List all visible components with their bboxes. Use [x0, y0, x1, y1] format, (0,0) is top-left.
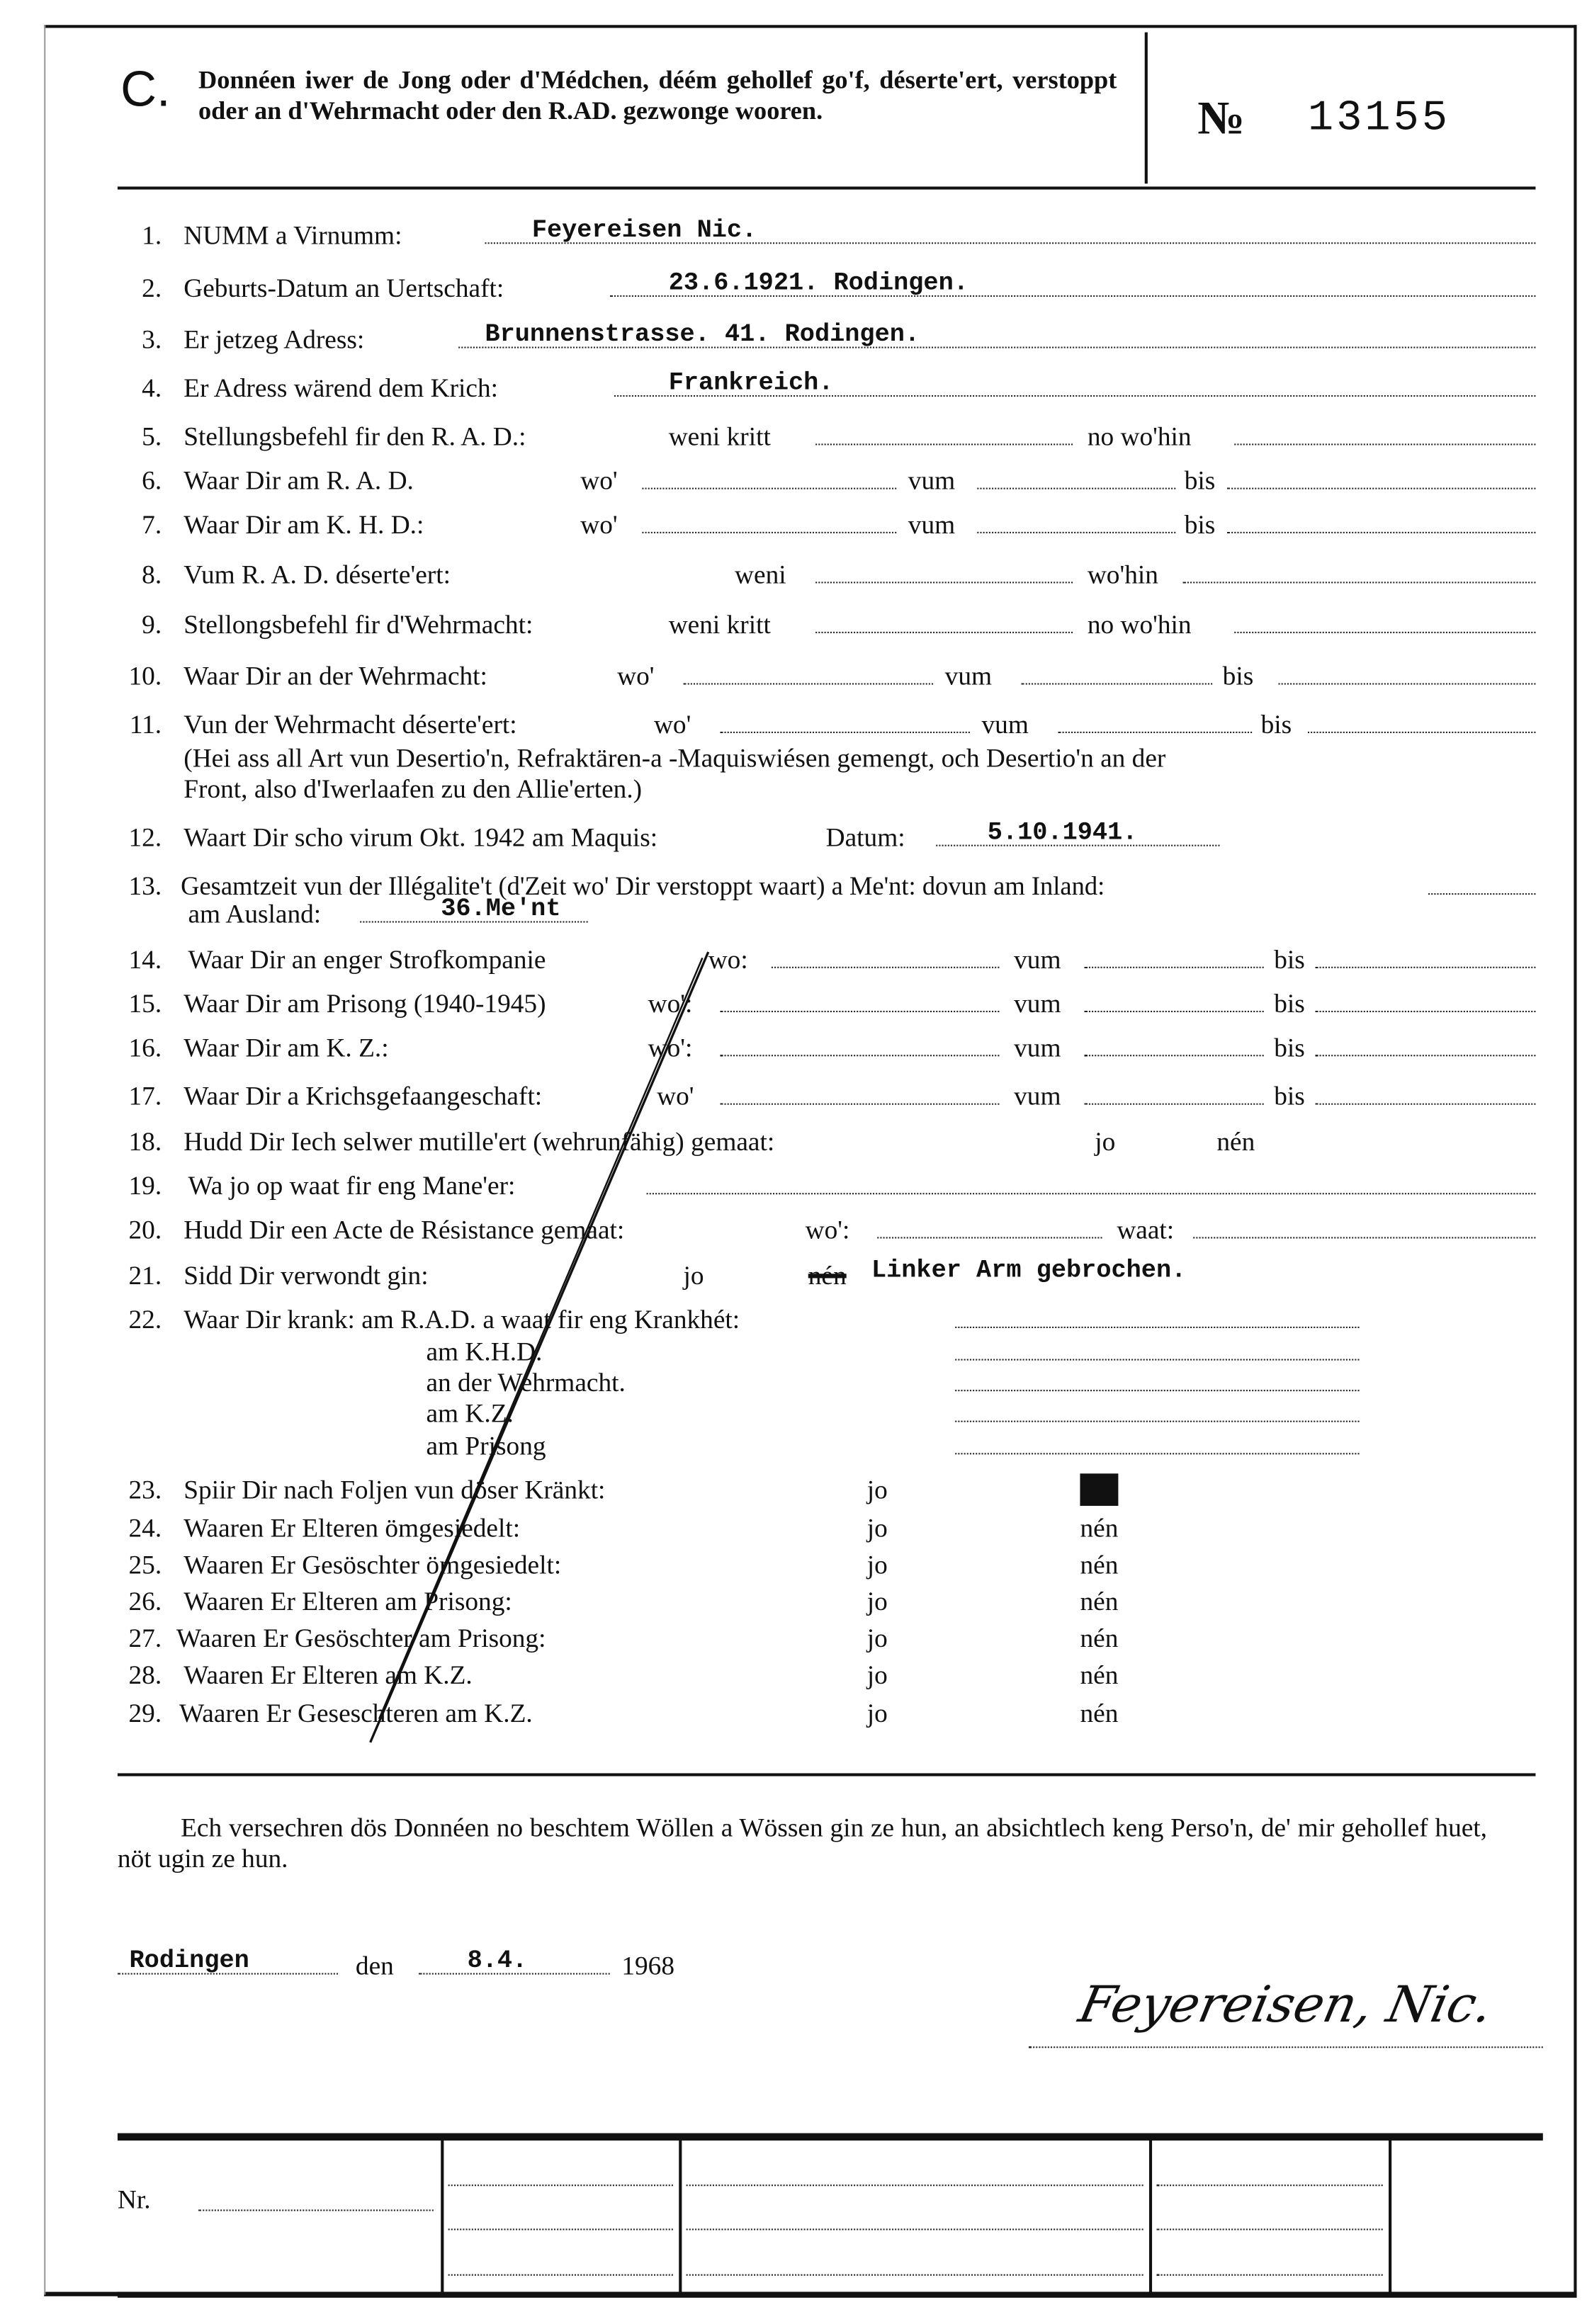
yes-option[interactable]: jo: [866, 1587, 888, 1616]
table-field[interactable]: [687, 2274, 1143, 2276]
date-value: 8.4.: [467, 1948, 528, 1976]
item-label: Hudd Dir een Acte de Résistance gemaat:: [183, 1215, 625, 1245]
field-label: weni: [735, 560, 786, 589]
item-label: Waaren Er Geseschteren am K.Z.: [179, 1698, 533, 1728]
item-label: Waaren Er Elteren am K.Z.: [183, 1660, 473, 1690]
table-field[interactable]: [1156, 2228, 1382, 2230]
item-number: 18.: [128, 1126, 162, 1157]
item-number: 22.: [128, 1304, 162, 1334]
item-number: 12.: [128, 822, 162, 852]
table-column-divider: [441, 2139, 443, 2292]
date-value: 5.10.1941.: [987, 820, 1138, 848]
item-number: 11.: [129, 709, 162, 739]
table-field[interactable]: [448, 2184, 673, 2186]
item-label: Waaren Er Elteren ömgesiedelt:: [183, 1513, 521, 1543]
place-value: Rodingen: [129, 1948, 249, 1976]
item-note: Front, also d'Iwerlaafen zu den Allie'erten.): [183, 774, 643, 804]
item-label: Waar Dir am K. Z.:: [183, 1033, 389, 1062]
table-field[interactable]: [448, 2228, 673, 2230]
no-option[interactable]: nén: [1080, 1550, 1119, 1580]
table-column-divider: [1149, 2139, 1151, 2292]
item-label: Er jetzeg Adress:: [183, 324, 365, 354]
item-number: 1.: [142, 220, 162, 250]
field-label: wo': [580, 465, 618, 495]
item-label: Er Adress wärend dem Krich:: [183, 373, 498, 403]
yes-option[interactable]: jo: [866, 1550, 888, 1580]
document-number: 13155: [1307, 93, 1451, 143]
field-label: wo:: [708, 944, 748, 975]
declaration-text: [118, 1813, 1487, 1874]
name-value: Feyereisen Nic.: [531, 217, 757, 246]
table-field[interactable]: [448, 2274, 673, 2276]
sub-label: am K.Z.: [426, 1398, 514, 1429]
item-label: Gesamtzeit vun der Illégalite't (d'Zeit wo' Dir verstoppt waart) a Me'nt: dovun am Inland:: [181, 871, 1105, 901]
field-label: bis: [1274, 988, 1305, 1019]
no-option[interactable]: nén: [1080, 1513, 1119, 1543]
field-label: wo': [657, 1081, 694, 1111]
number-sign: №: [1197, 91, 1246, 144]
field-label: no wo'hin: [1087, 609, 1192, 640]
item-number: 4.: [142, 373, 162, 403]
field-label: bis: [1184, 465, 1216, 495]
item-label: Waar Dir an enger Strofkompanie: [188, 944, 546, 975]
item-label: Vun der Wehrmacht déserte'ert:: [183, 709, 517, 739]
field-label: vum: [908, 509, 956, 540]
no-option-struck[interactable]: nén: [808, 1260, 847, 1291]
yes-option[interactable]: jo: [866, 1623, 888, 1653]
yes-option[interactable]: jo: [1095, 1126, 1116, 1157]
sub-label: an der Wehrmacht.: [426, 1367, 626, 1398]
field-label: wo':: [648, 1033, 693, 1062]
no-option[interactable]: nén: [1080, 1660, 1119, 1690]
field-label: vum: [944, 661, 993, 691]
no-option[interactable]: nén: [1080, 1587, 1119, 1616]
section-title: Donnéen iwer de Jong oder d'Médchen, déém gehollef go'f, déserte'ert, verstoppt oder an d'Wehrmacht oder den R.AD. gezwonge wooren.: [198, 64, 1117, 125]
table-field[interactable]: [1156, 2274, 1382, 2276]
declaration-line: Ech versechren dös Donnéen no beschtem Wöllen a Wössen gin ze hun, an absichtlech keng: [181, 1813, 1164, 1842]
wound-value: Linker Arm gebrochen.: [871, 1257, 1187, 1286]
field-label: vum: [1014, 1033, 1061, 1062]
field-label: vum: [1014, 988, 1061, 1019]
address-value: Brunnenstrasse. 41. Rodingen.: [485, 322, 920, 350]
table-column-divider: [1389, 2139, 1391, 2292]
field-label: wo':: [648, 988, 693, 1019]
field-label: vum: [1014, 944, 1061, 975]
field-label: bis: [1274, 1081, 1305, 1111]
item-number: 13.: [128, 871, 162, 901]
item-label: Waar Dir a Krichsgefaangeschaft:: [183, 1081, 543, 1111]
item-label: Spiir Dir nach Foljen vun döser Kränkt:: [183, 1475, 606, 1504]
field-label: wo': [580, 509, 618, 540]
item-label: Waar Dir an der Wehrmacht:: [183, 661, 487, 691]
field-label: am Ausland:: [188, 899, 322, 929]
item-label: Waaren Er Gesöschter am Prisong:: [176, 1623, 546, 1653]
item-label: Waar Dir am R. A. D.: [183, 465, 414, 495]
item-number: 25.: [128, 1550, 162, 1580]
field-label: weni kritt: [668, 609, 771, 640]
field-label: bis: [1274, 944, 1305, 975]
field-label: weni kritt: [668, 421, 771, 451]
item-label: Waar Dir am K. H. D.:: [183, 509, 424, 540]
war-address-value: Frankreich.: [668, 370, 834, 399]
field-label: waat:: [1117, 1215, 1175, 1245]
item-number: 5.: [142, 421, 162, 451]
item-number: 27.: [128, 1623, 162, 1653]
item-number: 17.: [128, 1081, 162, 1111]
item-label: Stellungsbefehl fir den R. A. D.:: [183, 421, 526, 451]
sub-label: am Prisong: [426, 1431, 546, 1461]
field-label: vum: [981, 709, 1029, 739]
item-number: 19.: [128, 1171, 162, 1201]
field-label: vum: [1014, 1081, 1061, 1111]
no-option[interactable]: nén: [1080, 1698, 1119, 1728]
field-label: wo':: [805, 1215, 850, 1245]
item-label: Waar Dir am Prisong (1940-1945): [183, 988, 546, 1019]
item-number: 6.: [142, 465, 162, 495]
item-number: 15.: [128, 988, 162, 1019]
abroad-value: 36.Me'nt: [441, 896, 561, 924]
table-field[interactable]: [687, 2184, 1143, 2186]
declaration-line: Perso'n, de' mir gehollef huet, nöt ugin ze hun.: [117, 1813, 1488, 1874]
item-number: 2.: [142, 273, 162, 303]
item-number: 21.: [128, 1260, 162, 1291]
item-number: 28.: [128, 1660, 162, 1690]
item-number: 8.: [142, 560, 162, 589]
item-number: 29.: [128, 1698, 162, 1728]
item-number: 10.: [128, 661, 162, 691]
no-option-scribbled[interactable]: nén: [1080, 1473, 1118, 1506]
item-label: Wa jo op waat fir eng Mane'er:: [188, 1171, 516, 1201]
field-label: bis: [1222, 661, 1254, 691]
item-label: Waaren Er Gesöschter ömgesiedelt:: [183, 1550, 562, 1580]
item-number: 26.: [128, 1587, 162, 1616]
item-label: Waart Dir scho virum Okt. 1942 am Maquis:: [183, 822, 658, 852]
yes-option[interactable]: jo: [866, 1475, 888, 1504]
item-label: Waaren Er Elteren am Prisong:: [183, 1587, 512, 1616]
section-letter: C.: [120, 62, 171, 118]
item-number: 3.: [142, 324, 162, 354]
field-label: wo': [617, 661, 655, 691]
yes-option[interactable]: jo: [866, 1513, 888, 1543]
field-label: no wo'hin: [1087, 421, 1192, 451]
den-label: den: [355, 1951, 394, 1980]
item-note: (Hei ass all Art vun Desertio'n, Refraktären-a -Maquiswiésen gemengt, och Desertio'n an der: [183, 743, 1166, 773]
section-rule: [118, 1773, 1536, 1775]
item-label: Hudd Dir Iech selwer mutille'ert (wehrunfähig) gemaat:: [183, 1126, 775, 1157]
year-label: 1968: [621, 1951, 675, 1980]
item-label: Vum R. A. D. déserte'ert:: [183, 560, 451, 589]
item-label: NUMM a Virnumm:: [183, 220, 402, 250]
sub-label: am K.H.D.: [426, 1337, 543, 1366]
field-label: wo': [653, 709, 691, 739]
item-number: 20.: [128, 1215, 162, 1245]
birth-value: 23.6.1921. Rodingen.: [668, 270, 968, 299]
table-column-divider: [679, 2139, 681, 2292]
signature: Feyereisen, Nic.: [1073, 1976, 1498, 2035]
table-field[interactable]: [687, 2228, 1143, 2230]
no-option[interactable]: nén: [1216, 1126, 1255, 1157]
item-number: 23.: [128, 1475, 162, 1504]
field-label: bis: [1274, 1033, 1305, 1062]
field-label: Datum:: [825, 822, 905, 852]
item-number: 7.: [142, 509, 162, 540]
no-option[interactable]: nén: [1080, 1623, 1119, 1653]
item-number: 9.: [142, 609, 162, 640]
field-label: bis: [1184, 509, 1216, 540]
table-field[interactable]: [1156, 2184, 1382, 2186]
item-label: Geburts-Datum an Uertschaft:: [183, 273, 504, 303]
item-number: 24.: [128, 1513, 162, 1543]
yes-option[interactable]: jo: [866, 1698, 888, 1728]
item-label: Sidd Dir verwondt gin:: [183, 1260, 429, 1291]
item-label: Stellongsbefehl fir d'Wehrmacht:: [183, 609, 533, 640]
yes-option[interactable]: jo: [866, 1660, 888, 1690]
item-number: 16.: [128, 1033, 162, 1062]
nr-field[interactable]: [198, 2209, 434, 2211]
field-label: wo'hin: [1087, 560, 1158, 589]
item-number: 14.: [128, 944, 162, 975]
field-label: vum: [908, 465, 956, 495]
footer-bottom-rule: [118, 2292, 1577, 2298]
yes-option[interactable]: jo: [683, 1260, 704, 1291]
nr-label: Nr.: [117, 2184, 151, 2214]
field-label: bis: [1260, 709, 1292, 739]
item-label: Waar Dir krank: am R.A.D. a waat fir eng Krankhét:: [183, 1304, 740, 1334]
signature-field[interactable]: [1029, 2046, 1543, 2048]
footer-rule: [118, 2133, 1543, 2141]
